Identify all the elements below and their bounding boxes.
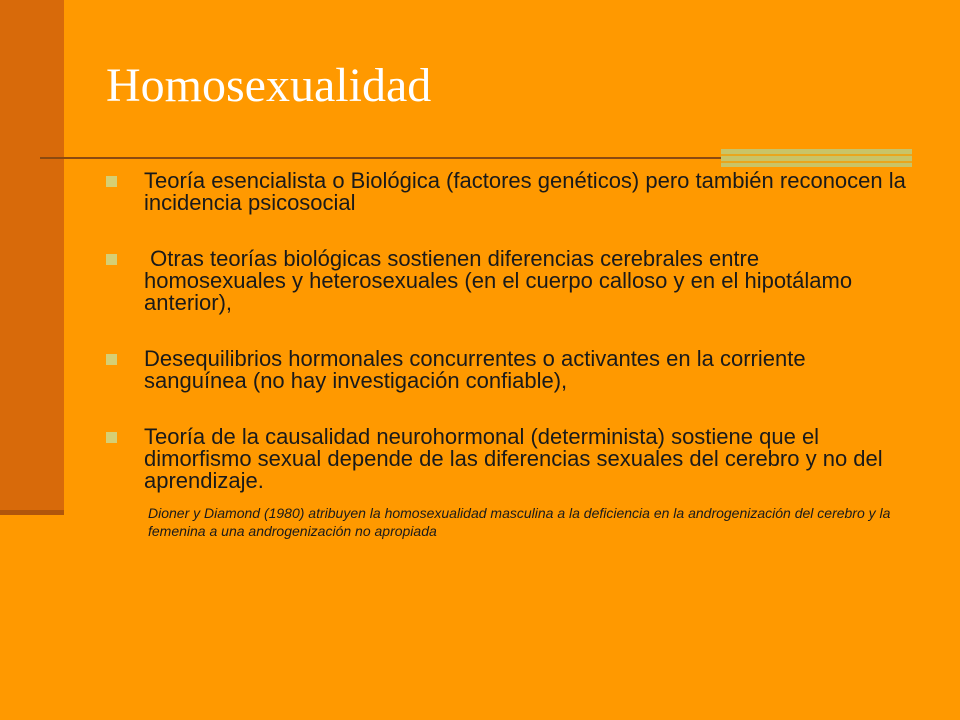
bullet-text: Otras teorías biológicas sostienen diferencias cerebrales entre homosexuales y heterosexuales (en el cuerpo calloso y en el hipotálamo anterior), [144,246,859,315]
left-decor-band [0,0,64,512]
bullet-item [106,248,906,314]
slide-title: Homosexualidad [106,59,432,112]
bullet-item [106,348,906,392]
square-bullet-icon [106,176,117,187]
square-bullet-icon [106,254,117,265]
bullet-text: Teoría de la causalidad neurohormonal (determinista) sostiene que el dimorfismo sexual depende de las diferencias sexuales del cerebro y no del aprendizaje. [144,424,883,493]
bullet-item [106,170,906,214]
bullet-list [106,170,906,540]
left-decor-band-shadow [0,510,64,515]
bullet-text: Teoría esencialista o Biológica (factores genéticos) pero también reconocen la incidencia psicosocial [144,168,906,215]
bullet-item [106,426,906,540]
square-bullet-icon [106,354,117,365]
bullet-text: Desequilibrios hormonales concurrentes o activantes en la corriente sanguínea (no hay investigación confiable), [144,346,806,393]
citation-note: Dioner y Diamond (1980) atribuyen la homosexualidad masculina a la deficiencia en la androgenización del cerebro y la femenina a una androgenización no apropiada [148,505,891,539]
square-bullet-icon [106,432,117,443]
accent-bar [721,149,912,167]
